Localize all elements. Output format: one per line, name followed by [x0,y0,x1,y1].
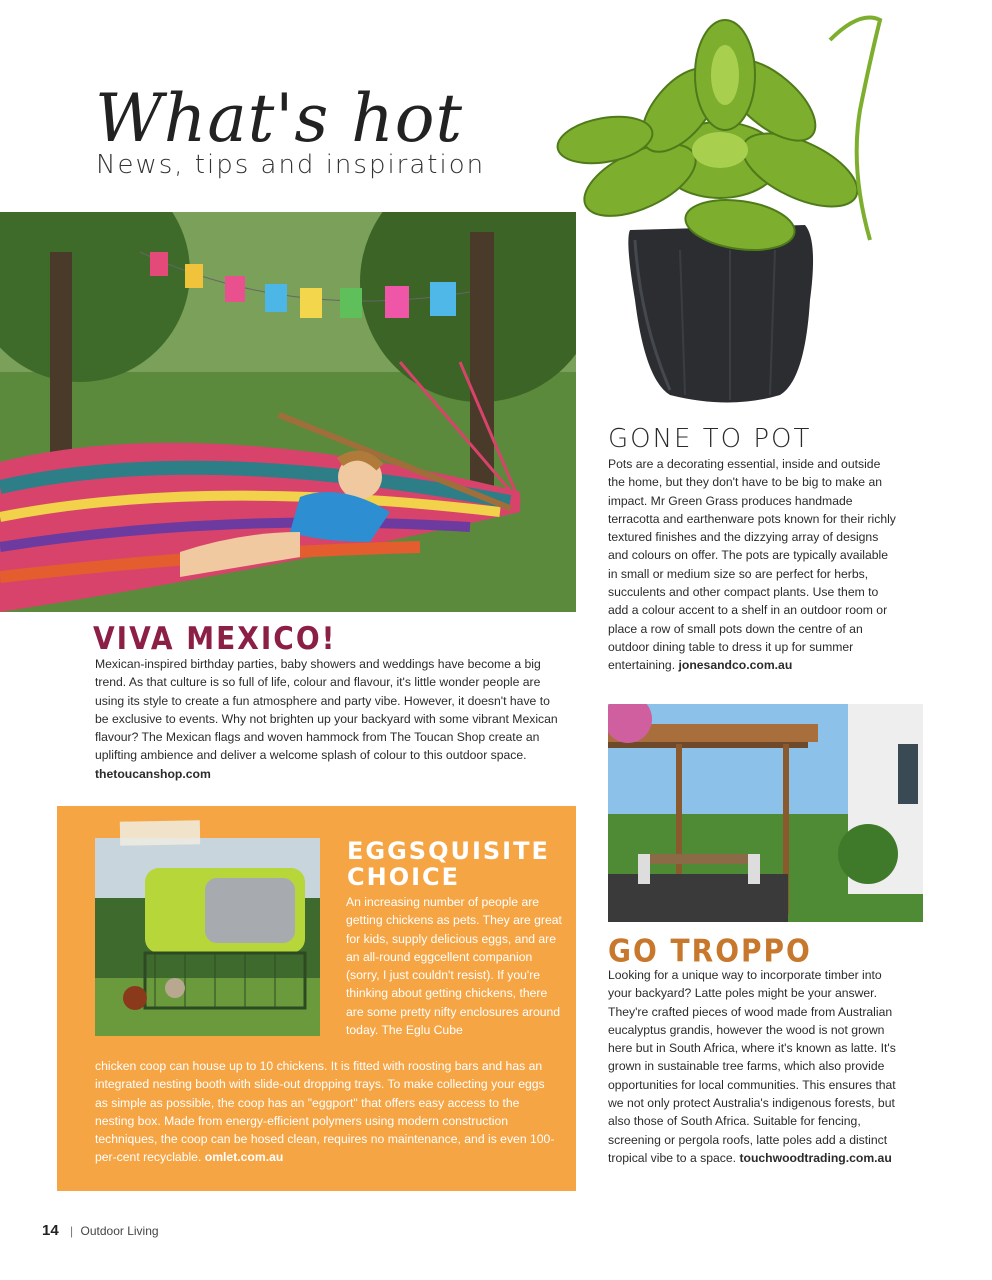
eggsquisite-article-bottom [95,1057,555,1167]
chicken-coop-photo [95,838,320,1036]
go-troppo-heading: GO TROPPO [608,933,812,970]
gone-to-pot-link[interactable]: jonesandco.com.au [678,658,793,673]
viva-mexico-heading: VIVA MEXICO! [93,620,337,657]
page-number: 14 [42,1222,59,1239]
go-troppo-article [608,966,908,1167]
eggsquisite-heading-line2: CHOICE [347,863,461,891]
viva-mexico-article [95,655,565,783]
go-troppo-body: Looking for a unique way to incorporate timber into your backyard? Latte poles might be your answer. They're crafted pieces of wood made from Australian eucalyptus grandis, however the wood is not grown here but in South Africa, where it's known as latte. It's grown in sustainable tree farms, which also provide opportunities for local communities. This ensures that we not only protect Australia's indigenous forests, but also those of South Africa. Suitable for fencing, screening or pergola roofs, latte poles add a distinct tropical vibe to a space. [608,968,896,1165]
pergola-photo [608,704,923,922]
eggsquisite-heading [347,838,567,890]
gone-to-pot-body: Pots are a decorating essential, inside and outside the home, but they don't have to be big to make an impact. Mr Green Grass produces handmade terracotta and earthenware pots known for their richly textured finishes and the dizzying array of designs and colours on offer. The pots are typically available in small or medium size so are perfect for herbs, succulents and other compact plants. Use them to add a colour accent to a shelf in an outdoor room or place a row of small pots down the centre of an outdoor dining table to dress it up for summer entertaining. [608,457,896,673]
hammock-photo [0,212,576,612]
page-footer [42,1222,159,1239]
viva-mexico-body: Mexican-inspired birthday parties, baby showers and weddings have become a big trend. As that culture is so full of life, colour and flavour, it's little wonder people are using its style to create a fun atmosphere and party vibe. However, it doesn't have to be exclusive to events. Why not brighten up your backyard with some vibrant Mexican flavour? The Mexican flags and woven hammock from The Toucan Shop create an uplifting ambience and deliver a welcome splash of colour to this outdoor space. [95,657,558,763]
gone-to-pot-article [608,455,900,675]
viva-mexico-link[interactable]: thetoucanshop.com [95,766,211,781]
footer-separator: | [70,1224,74,1238]
publication-name: Outdoor Living [80,1224,159,1238]
succulent-pot-photo [530,0,930,410]
go-troppo-link[interactable]: touchwoodtrading.com.au [739,1150,892,1165]
eggsquisite-body-bottom: chicken coop can house up to 10 chickens. It is fitted with roosting bars and has an integrated nesting booth with slide-out dropping trays. To make collecting your eggs as simple as possible, the coop has an "eggport" that offers easy access to the nesting box. Made from energy-efficient polymers using modern construction techniques, the coop can be hosed clean, requires no maintenance, and is even 100-per-cent recyclable. [95,1059,555,1165]
eggsquisite-body-top: An increasing number of people are getting chickens as pets. They are great for kids, supply delicious eggs, and are an all-round eggcellent companion (sorry, I just couldn't resist). If you're thinking about getting chickens, there are some pretty nifty enclosures around today. The Eglu Cube [346,895,562,1038]
tape-decoration [120,820,200,845]
eggsquisite-heading-line1: EGGSQUISITE [347,837,550,865]
eggsquisite-link[interactable]: omlet.com.au [204,1150,284,1165]
page-title: What's hot [95,80,463,157]
gone-to-pot-heading: GONE TO POT [608,424,812,454]
page-subtitle: News, tips and inspiration [96,150,486,180]
